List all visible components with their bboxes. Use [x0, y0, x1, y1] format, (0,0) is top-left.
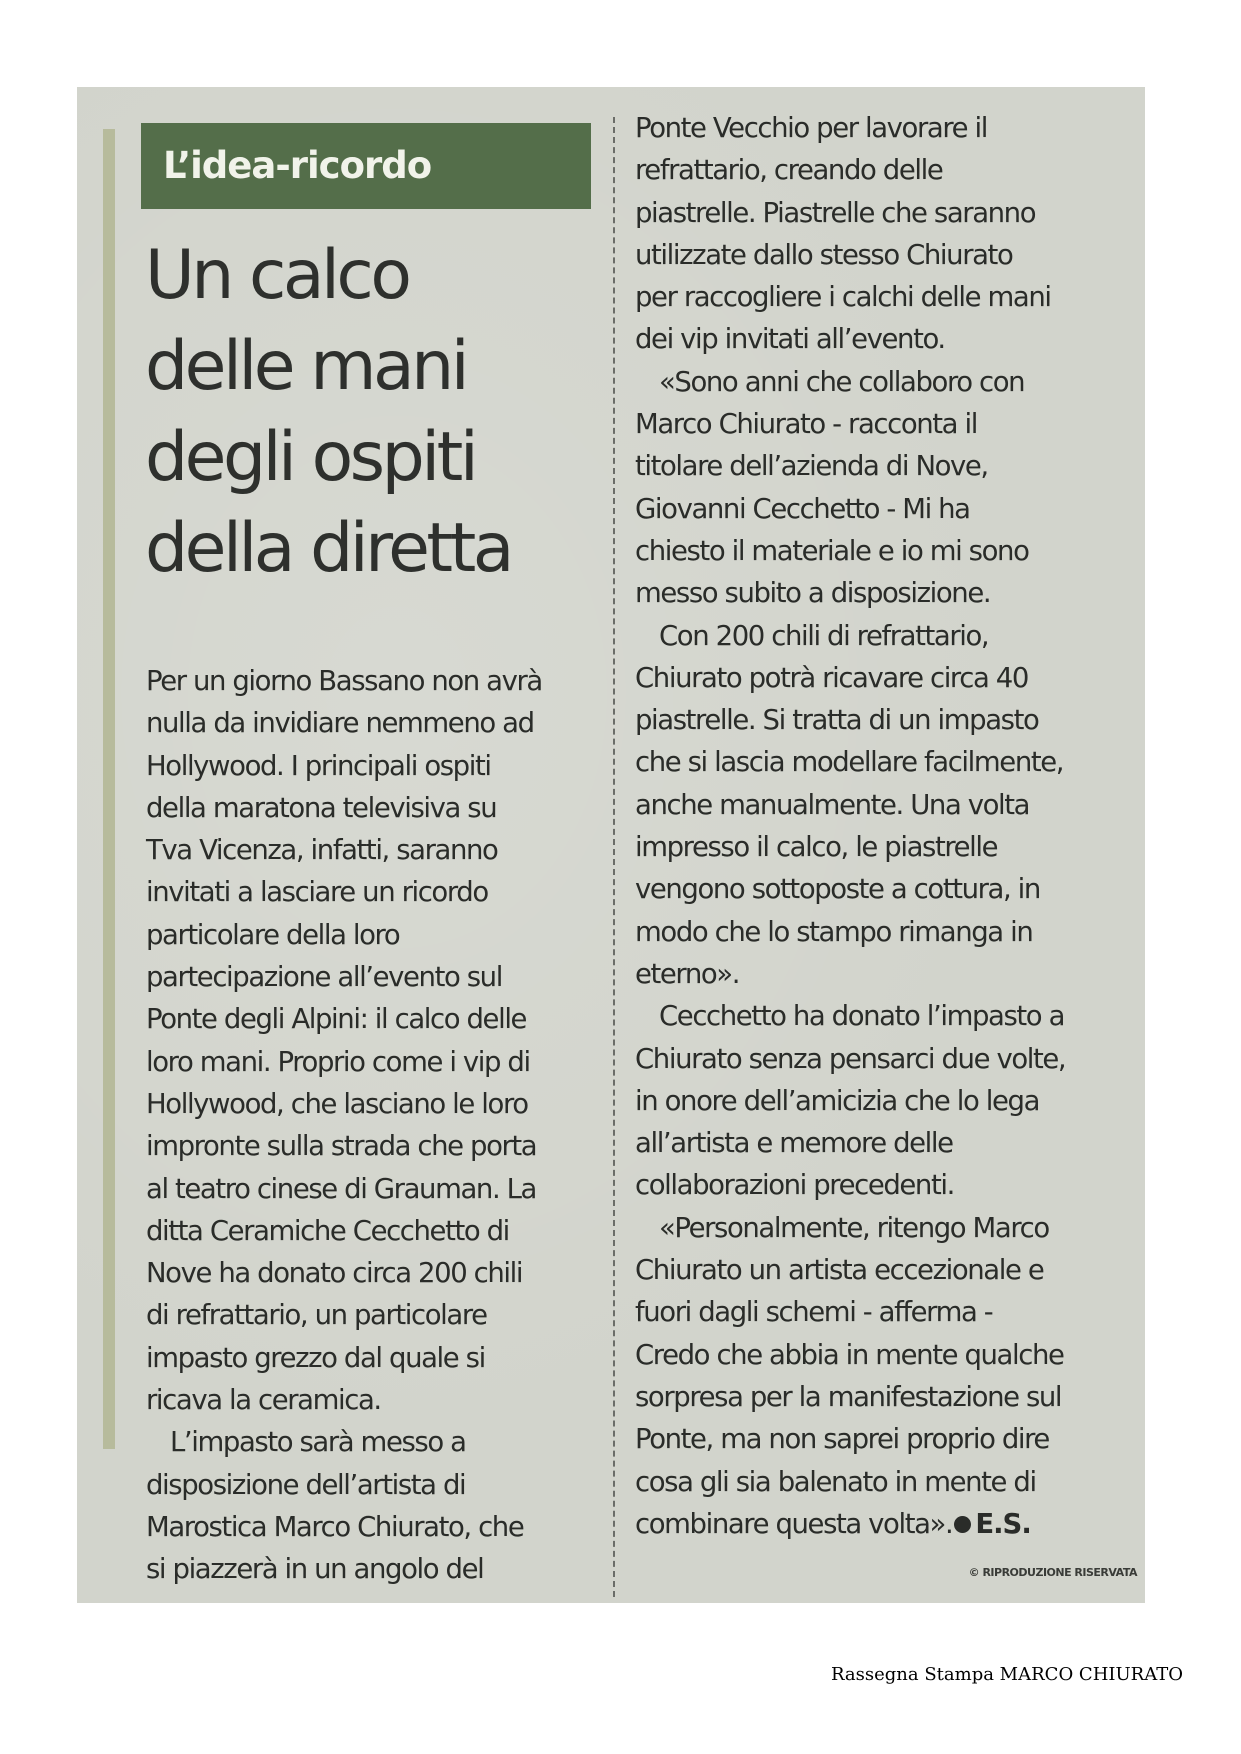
- body-line: Chiurato un artista eccezionale e: [635, 1254, 1044, 1287]
- body-line: per raccogliere i calchi delle mani: [635, 281, 1051, 314]
- body-line: impronte sulla strada che porta: [146, 1130, 537, 1163]
- column-divider: [613, 117, 615, 1597]
- body-line: Ponte degli Alpini: il calco delle: [146, 1003, 527, 1036]
- body-line: Credo che abbia in mente qualche: [635, 1338, 1064, 1371]
- body-line: Chiurato potrà ricavare circa 40: [635, 661, 1028, 694]
- headline-line: delle mani: [145, 327, 467, 406]
- bullet-dot-icon: [954, 1516, 971, 1533]
- body-line: sorpresa per la manifestazione sul: [635, 1380, 1062, 1413]
- body-line: al teatro cinese di Grauman. La: [146, 1172, 536, 1205]
- newspaper-clipping: [77, 87, 1145, 1603]
- body-line: Ponte, ma non saprei proprio dire: [635, 1423, 1049, 1456]
- copyright-notice: © RIPRODUZIONE RISERVATA: [968, 1566, 1137, 1579]
- body-last-line: [635, 1503, 1140, 1545]
- body-line: anche manualmente. Una volta: [635, 788, 1030, 821]
- body-line: Ponte Vecchio per lavorare il: [635, 112, 987, 144]
- body-line: particolare della loro: [146, 918, 400, 951]
- body-line: eterno».: [635, 957, 740, 990]
- body-line: piastrelle. Piastrelle che saranno: [635, 196, 1036, 229]
- headline-line: Un calco: [145, 236, 409, 315]
- body-column-right: [635, 107, 1140, 1545]
- body-line: titolare dell’azienda di Nove,: [635, 450, 988, 483]
- body-line: nulla da invidiare nemmeno ad: [146, 707, 534, 740]
- body-line: Nove ha donato circa 200 chili: [146, 1257, 523, 1290]
- body-line: Hollywood, che lasciano le loro: [146, 1087, 528, 1120]
- body-line: Hollywood. I principali ospiti: [146, 749, 491, 782]
- body-line: fuori dagli schemi - afferma -: [635, 1296, 993, 1329]
- body-line: ditta Ceramiche Cecchetto di: [146, 1214, 509, 1247]
- body-line: L’impasto sarà messo a: [170, 1426, 466, 1459]
- body-line: Marostica Marco Chiurato, che: [146, 1510, 524, 1543]
- body-line: dei vip invitati all’evento.: [635, 323, 945, 356]
- body-line: Per un giorno Bassano non avrà: [146, 665, 542, 697]
- body-line: impresso il calco, le piastrelle: [635, 831, 998, 864]
- body-line: impasto grezzo dal quale si: [146, 1341, 485, 1374]
- body-line: cosa gli sia balenato in mente di: [635, 1465, 1036, 1498]
- body-line: «Sono anni che collaboro con: [659, 365, 1025, 398]
- body-column-left: [146, 660, 606, 1591]
- body-line: di refrattario, un particolare: [146, 1299, 487, 1332]
- body-line: refrattario, creando delle: [635, 154, 943, 187]
- accent-bar: [103, 129, 115, 1449]
- body-line: Marco Chiurato - racconta il: [635, 408, 977, 441]
- body-line-text: combinare questa volta».: [635, 1507, 953, 1540]
- body-line: Cecchetto ha donato l’impasto a: [659, 1000, 1065, 1033]
- body-line: all’artista e memore delle: [635, 1127, 953, 1160]
- body-line: disposizione dell’artista di: [146, 1468, 466, 1501]
- body-line: Giovanni Cecchetto - Mi ha: [635, 492, 970, 525]
- body-line: si piazzerà in un angolo del: [146, 1553, 484, 1586]
- body-line: messo subito a disposizione.: [635, 577, 991, 610]
- body-line: partecipazione all’evento sul: [146, 961, 502, 994]
- headline-line: degli ospiti: [145, 418, 476, 497]
- body-line: in onore dell’amicizia che lo lega: [635, 1084, 1040, 1117]
- body-line: della maratona televisiva su: [146, 791, 497, 824]
- headline: [145, 230, 615, 594]
- body-line: collaborazioni precedenti.: [635, 1169, 954, 1202]
- body-line: Chiurato senza pensarci due volte,: [635, 1042, 1066, 1075]
- footer-caption: Rassegna Stampa MARCO CHIURATO: [830, 1664, 1183, 1685]
- body-line: modo che lo stampo rimanga in: [635, 915, 1033, 948]
- body-line: vengono sottoposte a cottura, in: [635, 873, 1040, 906]
- body-line: utilizzate dallo stesso Chiurato: [635, 238, 1013, 271]
- body-line: loro mani. Proprio come i vip di: [146, 1045, 530, 1078]
- body-line: piastrelle. Si tratta di un impasto: [635, 704, 1039, 737]
- body-line: Tva Vicenza, infatti, saranno: [146, 834, 498, 867]
- body-line: che si lascia modellare facilmente,: [635, 746, 1064, 779]
- body-line: chiesto il materiale e io mi sono: [635, 534, 1029, 567]
- author-signature: E.S.: [975, 1507, 1031, 1540]
- section-kicker: L’idea-ricordo: [141, 123, 591, 209]
- body-line: Con 200 chili di refrattario,: [659, 619, 989, 652]
- body-line: «Personalmente, ritengo Marco: [659, 1211, 1049, 1244]
- body-line: ricava la ceramica.: [146, 1384, 381, 1417]
- headline-line: della diretta: [145, 509, 511, 588]
- body-line: invitati a lasciare un ricordo: [146, 876, 488, 909]
